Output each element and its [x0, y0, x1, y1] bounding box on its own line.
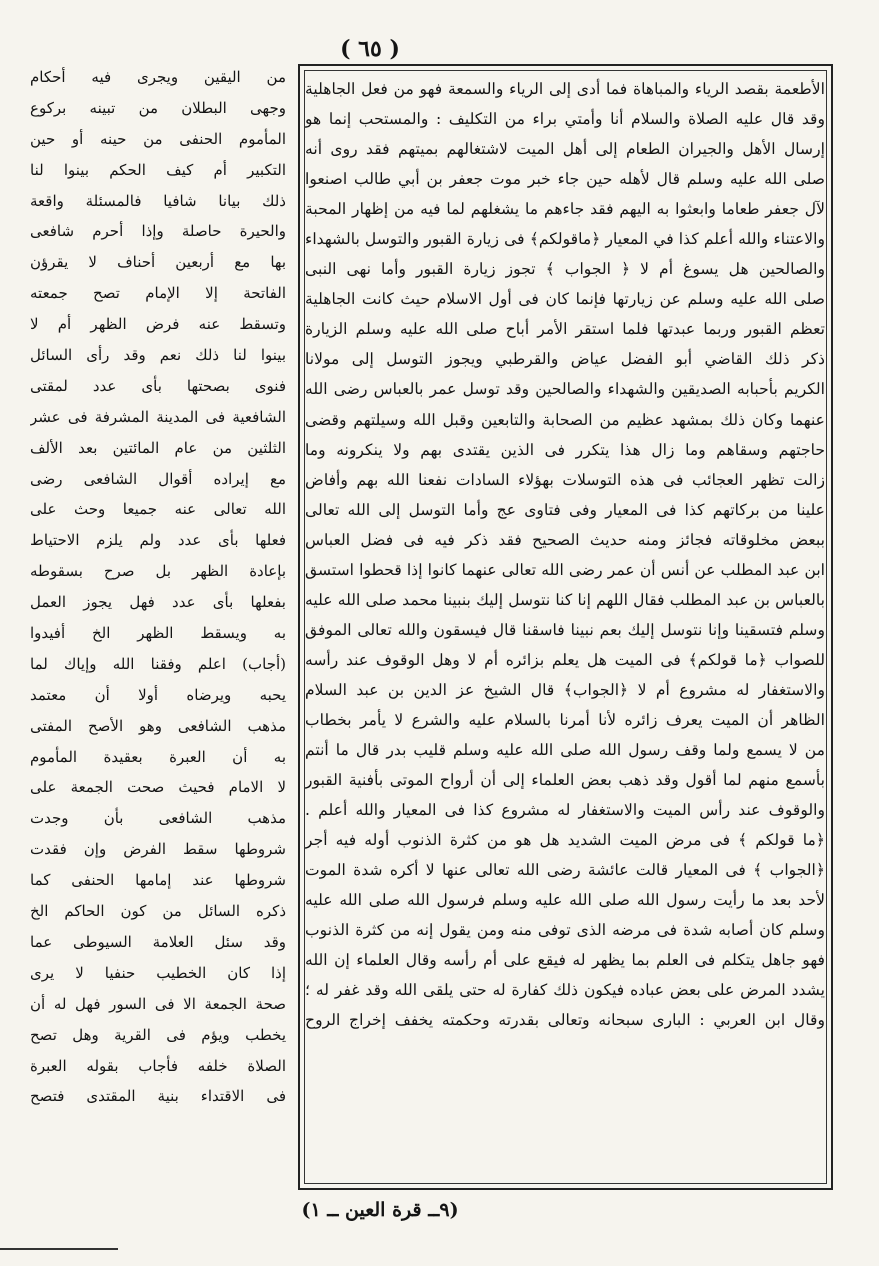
main-text-line: بأسمع منهم لما أقول وقد ذهب بعض العلماء إلى أن أرواح الموتى بأفنية القبور	[305, 771, 825, 790]
signature-mark: (٩ــ قرة العين ــ ١)	[301, 1199, 459, 1221]
main-text-line: والوقوف عند رأس الميت والاستغفار له مشروع كذا فى المعيار والله أعلم .	[305, 801, 825, 820]
margin-text-line: الثلثين من عام المائتين بعد الألف	[30, 438, 286, 457]
main-text-line: ﴿الجواب ﴾ فى المعيار قالت عائشة رضى الله تعالى عنها لا أكره شدة الموت	[305, 861, 825, 880]
margin-text-line: إذا كان الخطيب حنفيا لا يرى	[30, 963, 286, 982]
margin-text-line: من اليقين ويجرى فيه أحكام	[30, 68, 286, 86]
main-text-line: تعظم القبور وربما عبدتها فلما استقر الأمر أباح صلى الله عليه وسلم الزيارة	[305, 320, 825, 339]
main-text-line: زالت تظهر العجائب فى هذه التوسلات بهؤلاء السادات نفعنا الله بهم وأفاض	[305, 470, 825, 489]
margin-text-line: بإعادة الظهر بل صرح بسقوطه	[30, 562, 286, 581]
margin-text-line: به ويسقط الظهر الخ أفيدوا	[30, 624, 286, 643]
main-text-line: علينا من بركاتهم كذا فى المعيار وفى فتاوى عج وأما التوسل إلى الله تعالى	[305, 500, 825, 519]
main-text-line: فهو جاهل يتكلم فى العلم بما يظهر له فيقع على أم رأسه وقال العلماء إن الله	[305, 951, 825, 970]
margin-text-line: (أجاب) اعلم وفقنا الله وإياك لما	[30, 654, 286, 673]
main-text-line: وقد قال عليه الصلاة والسلام أنا وأمتي براء من التكليف : والمستحب إنما هو	[305, 110, 825, 129]
margin-text-line: بها مع أربعين أحناف لا يقرؤن	[30, 253, 286, 272]
main-text-line: حاجتهم وسقاهم وما زال هذا يتكرر فى الذين يقتدى بهم ولا ينكرونه وما	[305, 440, 825, 459]
page-number: ( ٦٥ )	[340, 36, 400, 62]
margin-text-line: بفعلها بأى عدد فهل يجوز العمل	[30, 593, 286, 612]
main-text-line: الأطعمة بقصد الرياء والمباهاة فما أدى إلى الرياء والسمعة فهو من فعل الجاهلية	[305, 80, 825, 98]
margin-text-line: شروطها عند إمامها الحنفى كما	[30, 871, 286, 890]
footnote-rule	[0, 1248, 118, 1250]
margin-text-line: فعلها بأى عدد ولم يلزم الاحتياط	[30, 531, 286, 550]
margin-text-line: ذكره السائل من كون الحاكم الخ	[30, 902, 286, 921]
margin-text-line: لا الامام فحيث صحت الجمعة على	[30, 778, 286, 797]
margin-text-line: مذهب الشافعى وهو الأصح المفتى	[30, 716, 286, 735]
margin-text-line: به أن العبرة بعقيدة المأموم	[30, 747, 286, 766]
main-text-line: لآل جعفر طعاما وابعثوا به اليهم فقد جاءهم ما يشغلهم لما فيه من إظهار المحبة	[305, 200, 825, 219]
main-text-line: يشدد المرض على بعض عباده فيكون ذلك كفارة له حتى يلقى الله وقد غفر له ؛	[305, 981, 825, 1000]
margin-text-line: الصلاة خلفه فأجاب بقوله العبرة	[30, 1056, 286, 1075]
main-text-line: والاعتناء والله أعلم كذا في المعيار ﴿ماقولكم﴾ فى زيارة القبور والتوسل بالشهداء	[305, 230, 825, 249]
main-text-line: صلى الله عليه وسلم عن زيارتها فإنما كان فى أول الاسلام حيث كانت الجاهلية	[305, 290, 825, 309]
margin-text-line: المأموم الحنفى من حينه أو حين	[30, 129, 286, 148]
margin-text-line: مع إيراده أقوال الشافعى رضى	[30, 469, 286, 488]
main-text-line: للصواب ﴿ما قولكم﴾ فى الميت هل يعلم بزائره أم لا وهل الوقوف عند رأسه	[305, 650, 825, 669]
main-text-line: ببعض مخلوقاته فجائز ومنه حديث الصحيح فقد ذكر فيه فى فضل العباس	[305, 530, 825, 549]
main-text-line: والصالحين هل يسوغ أم لا ﴿ الجواب ﴾ تجوز زيارة القبور وأما نهى النبى	[305, 260, 825, 279]
main-text-line: ابن عبد المطلب عن أنس أن عمر رضى الله تعالى عنهما كانوا إذا قحطوا استسق	[305, 560, 825, 579]
margin-text-line: بينوا لنا ذلك نعم وقد رأى السائل	[30, 346, 286, 365]
margin-text-line: يخطب ويؤم فى القرية وهل تصح	[30, 1025, 286, 1044]
main-text-line: والاستغفار له مشروع أم لا ﴿الجواب﴾ قال الشيخ عز الدين بن عبد السلام	[305, 680, 825, 699]
main-text-line: عنهما وكان ذلك بمشهد عظيم من الصحابة والتابعين وقبل الله وسيلتهم وقضى	[305, 410, 825, 429]
main-text-line: وسلم كان أصابه شدة فى مرضه الذى توفى منه ومن يقول إنه من كثرة الذنوب	[305, 921, 825, 940]
margin-text-line: ذلك بيانا شافيا فالمسئلة واقعة	[30, 191, 286, 210]
margin-text-column	[30, 62, 286, 1112]
main-text-line: وسلم فتسقينا وإنا نتوسل إليك بعم نبينا فاسقنا قال فيسقون والله تعالى الموفق	[305, 620, 825, 639]
margin-text-line: وجهى البطلان من تبينه بركوع	[30, 98, 286, 117]
margin-text-line: الفاتحة إلا الإمام تصح جمعته	[30, 284, 286, 303]
main-text-column	[305, 74, 825, 1036]
margin-text-line: وتسقط عنه فرض الظهر أم لا	[30, 315, 286, 334]
margin-text-line: شروطها سقط الفرض وإن فقدت	[30, 840, 286, 859]
main-text-line: الظاهر أن الميت يعرف زائره لأنا أمرنا بالسلام عليه والشرع لا يأمر بخطاب	[305, 710, 825, 729]
margin-text-line: الله تعالى عنه جميعا وحث على	[30, 500, 286, 519]
margin-text-line: التكبير أم كيف الحكم بينوا لنا	[30, 160, 286, 179]
main-text-line: لأحد بعد ما رأيت رسول الله صلى الله عليه وسلم فرسول الله صلى الله عليه	[305, 891, 825, 910]
margin-text-line: صحة الجمعة الا فى السور فهل له أن	[30, 994, 286, 1013]
margin-text-line: فى الاقتداء بنية المقتدى فتصح	[30, 1087, 286, 1106]
margin-text-line: والحيرة حاصلة وإذا أحرم شافعى	[30, 222, 286, 241]
margin-text-line: الشافعية فى المدينة المشرفة فى عشر	[30, 407, 286, 426]
main-text-line: من لا يسمع ولما وقف رسول الله صلى الله عليه وسلم قليب بدر قال ما أنتم	[305, 741, 825, 760]
main-text-line: بالعباس بن عبد المطلب فقال اللهم إنا كنا نتوسل إليك بنبينا محمد صلى الله عليه	[305, 590, 825, 609]
main-text-line: ذكر ذلك القاضي أبو الفضل عياض والقرطبي ويجوز التوسل إلى مولانا	[305, 350, 825, 369]
main-text-line: صلى الله عليه وسلم قال لأهله حين جاء خبر موت جعفر بن أبي طالب اصنعوا	[305, 170, 825, 189]
margin-text-line: مذهب الشافعى بأن وجدت	[30, 809, 286, 828]
margin-text-line: وقد سئل العلامة السيوطى عما	[30, 932, 286, 951]
main-text-line: ﴿ما قولكم ﴾ فى مرض الميت الشديد هل هو من كثرة الذنوب أوله فيه أجر	[305, 831, 825, 850]
main-text-line: وقال ابن العربي : البارى سبحانه وتعالى بقدرته وحكمته يخفف إخراج الروح	[305, 1011, 825, 1030]
margin-text-line: يحبه ويرضاه أولا أن معتمد	[30, 685, 286, 704]
main-text-line: إرسال الأهل والجيران الطعام إلى أهل الميت لاشتغالهم بميتهم فقد روى أنه	[305, 140, 825, 159]
margin-text-line: فنوى بصحتها بأى عدد لمقتى	[30, 376, 286, 395]
main-text-line: الكريم بأحبابه الصديقين والشهداء والصالحين وقد توسل عمر بالعباس رضى الله	[305, 380, 825, 399]
